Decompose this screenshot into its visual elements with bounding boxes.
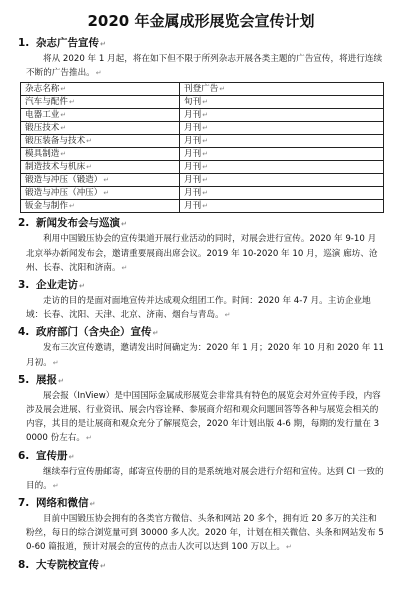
table-cell: 月刊↵	[180, 135, 384, 148]
section-heading-text: 新闻发布会与巡演	[36, 217, 120, 230]
section-heading-text: 大专院校宣传	[36, 558, 99, 571]
section-paragraph-1	[26, 52, 384, 80]
paragraph-text: 目前中国锻压协会拥有的各类官方微信、头条和网站 20 多个，拥有近 20 多万的关注和粉丝，每日的综合浏览量可到 30000 多人次。2020 年，计划在相关微信、头条和网站发布 50-60 篇报道，预计对展会的宣传的点击人次可以达到 100 万以上。	[26, 514, 384, 553]
paragraph-text: 将从 2020 年 1 月起，将在如下但不限于所列杂志开展各类主题的广告宣传，将进行连续不断的广告推出。	[26, 54, 383, 79]
table-row	[21, 200, 384, 213]
paragraph-mark-icon: ↵	[202, 150, 209, 159]
paragraph-mark-icon: ↵	[202, 202, 209, 211]
paragraph-text: 继续奉行宣传册邮寄，邮寄宣传册的目的是系统地对展会进行介绍和宣传。达到 CI 一致的目的。	[26, 466, 384, 491]
paragraph-mark-icon: ↵	[121, 263, 128, 272]
paragraph-mark-icon: ↵	[86, 163, 93, 172]
table-cell: 月刊↵	[180, 148, 384, 161]
section-paragraph-3	[26, 294, 384, 322]
paragraph-mark-icon: ↵	[202, 176, 209, 185]
section-number: 1.	[18, 37, 30, 49]
section-heading-3	[18, 278, 384, 294]
paragraph-mark-icon: ↵	[79, 282, 85, 291]
section-paragraph-4	[26, 341, 384, 369]
paragraph-mark-icon: ↵	[60, 150, 67, 159]
table-cell: 月刊↵	[180, 109, 384, 122]
section-paragraph-7	[26, 512, 384, 555]
section-number: 7.	[18, 497, 30, 510]
paragraph-mark-icon: ↵	[58, 376, 64, 385]
section-number: 2.	[18, 217, 30, 230]
table-row	[21, 96, 384, 109]
table-header-row	[21, 83, 384, 96]
paragraph-mark-icon: ↵	[68, 452, 75, 461]
table-cell: 月刊↵	[180, 187, 384, 200]
section-number: 3.	[18, 279, 30, 292]
table-cell: 汽车与配件↵	[21, 96, 180, 109]
table-row	[21, 135, 384, 148]
magazine-table	[20, 82, 384, 213]
table-header-cell: 刊登广告↵	[180, 83, 384, 96]
table-row	[21, 161, 384, 174]
table-cell: 钣金与制作↵	[21, 200, 180, 213]
paragraph-mark-icon: ↵	[103, 176, 110, 185]
paragraph-mark-icon: ↵	[86, 137, 93, 146]
table-cell: 锻造与冲压（锻造）↵	[21, 174, 180, 187]
section-heading-text: 政府部门（含央企）宣传	[36, 326, 152, 339]
paragraph-mark-icon: ↵	[60, 124, 67, 133]
table-row	[21, 122, 384, 135]
paragraph-mark-icon: ↵	[202, 124, 209, 133]
section-paragraph-2	[26, 232, 384, 275]
table-cell: 月刊↵	[180, 174, 384, 187]
section-heading-8	[18, 558, 384, 574]
paragraph-mark-icon: ↵	[121, 220, 127, 229]
section-heading-text: 网络和微信	[36, 497, 89, 510]
section-paragraph-5	[26, 389, 384, 446]
paragraph-mark-icon: ↵	[285, 543, 292, 552]
section-heading-4	[18, 325, 384, 341]
paragraph-mark-icon: ↵	[52, 481, 59, 490]
section-number: 6.	[18, 449, 30, 462]
paragraph-mark-icon: ↵	[60, 85, 67, 94]
section-paragraph-6	[26, 465, 384, 493]
table-cell: 月刊↵	[180, 122, 384, 135]
table-row	[21, 174, 384, 187]
table-cell: 模具制造↵	[21, 148, 180, 161]
paragraph-mark-icon: ↵	[224, 311, 231, 320]
paragraph-mark-icon: ↵	[60, 111, 67, 120]
paragraph-mark-icon: ↵	[68, 98, 75, 107]
paragraph-text: 发布三次宣传邀请，邀请发出时间确定为：2020 年 1 月；2020 年 10 月和 2020 年 11 月初。	[26, 343, 384, 368]
section-heading-text: 展报	[36, 373, 57, 386]
table-cell: 锻压技术↵	[21, 122, 180, 135]
section-number: 8.	[18, 558, 30, 571]
paragraph-text: 展会报（InView）是中国国际金属成形展览会非常具有特色的展览会对外宣传手段，内容涉及展会进展、行业资讯、展会内容诠释、参展商介绍和观众问题回答等各种与展览会相关的内容，其目的是让展商和观众充分了解展览会，2020 年计划出版 4-6 期，每期的发行量在 30000 份左右。	[26, 390, 381, 444]
table-cell: 月刊↵	[180, 200, 384, 213]
table-header-cell: 杂志名称↵	[21, 83, 180, 96]
paragraph-mark-icon: ↵	[89, 500, 96, 509]
section-heading-7	[18, 496, 384, 512]
table-row	[21, 187, 384, 200]
section-number: 4.	[18, 326, 30, 339]
section-heading-2	[18, 216, 384, 232]
paragraph-text: 利用中国锻压协会的宣传渠道开展行业活动的同时，对展会进行宣传。2020 年 9-10 月北京举办新闻发布会，邀请重要展商出席会议。2019 年 10-2020 年 10 月，巡演 廊坊、沧州、长春、沈阳和济南。	[26, 234, 378, 273]
paragraph-mark-icon: ↵	[103, 189, 110, 198]
section-heading-6	[18, 449, 384, 465]
table-cell: 制造技术与机床↵	[21, 161, 180, 174]
section-heading-text: 企业走访	[36, 279, 78, 292]
table-cell: 月刊↵	[180, 161, 384, 174]
section-heading-text: 杂志广告宣传	[36, 37, 99, 49]
section-heading-text: 宣传册	[36, 449, 68, 462]
document-title: 2020 年金属成形展览会宣传计划	[87, 12, 315, 30]
table-cell: 旬刊↵	[180, 96, 384, 109]
table-cell: 电器工业↵	[21, 109, 180, 122]
section-heading-5	[18, 373, 384, 389]
section-number: 5.	[18, 373, 30, 386]
paragraph-mark-icon: ↵	[68, 202, 75, 211]
table-row	[21, 148, 384, 161]
paragraph-text: 走访的目的是面对面地宣传并达成观众组团工作。时间：2020 年 4-7 月。主访企业地域：长春、沈阳、天津、北京、济南、烟台与青岛。	[26, 296, 371, 321]
paragraph-mark-icon: ↵	[95, 69, 102, 78]
table-row	[21, 109, 384, 122]
paragraph-mark-icon: ↵	[202, 189, 209, 198]
paragraph-mark-icon: ↵	[202, 137, 209, 146]
paragraph-mark-icon: ↵	[202, 163, 209, 172]
paragraph-mark-icon: ↵	[100, 40, 106, 48]
paragraph-mark-icon: ↵	[52, 358, 59, 367]
paragraph-mark-icon: ↵	[202, 98, 209, 107]
paragraph-mark-icon: ↵	[152, 329, 159, 338]
paragraph-mark-icon: ↵	[202, 111, 209, 120]
table-cell: 锻造与冲压（冲压）↵	[21, 187, 180, 200]
paragraph-mark-icon: ↵	[219, 85, 226, 94]
section-heading-1	[18, 36, 384, 52]
paragraph-mark-icon: ↵	[100, 561, 106, 570]
paragraph-mark-icon: ↵	[85, 434, 92, 443]
table-cell: 锻压装备与技术↵	[21, 135, 180, 148]
